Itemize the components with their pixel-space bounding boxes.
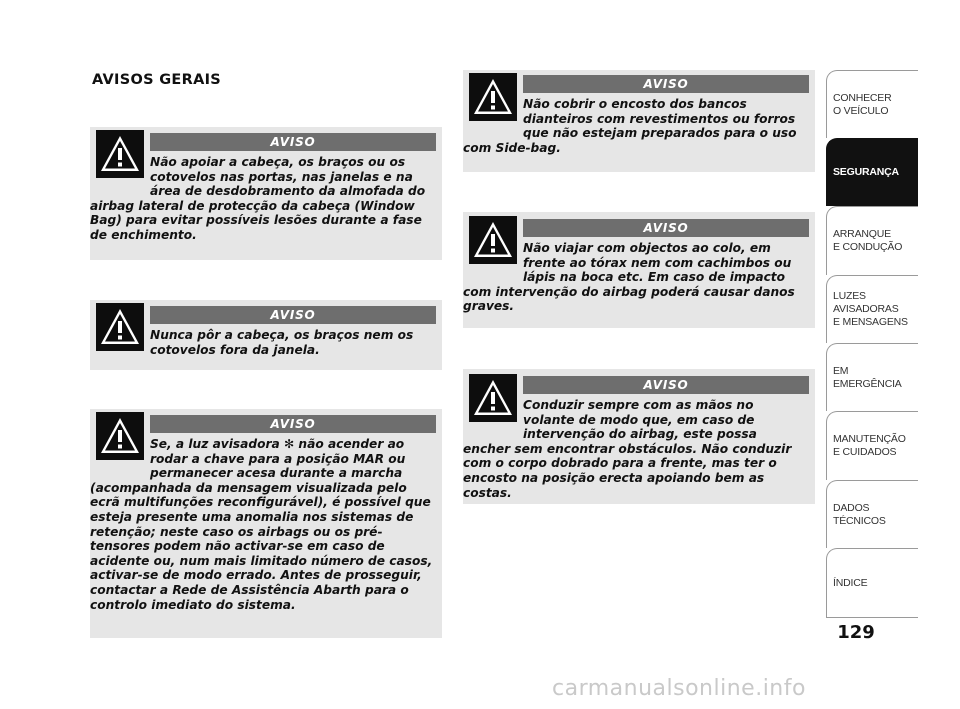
watermark: carmanualsonline.info: [552, 676, 806, 701]
warning-box: [90, 300, 442, 370]
aviso-label: AVISO: [523, 376, 809, 394]
warning-text: Nunca pôr a cabeça, os braços nem os cotovelos fora da janela.: [150, 328, 414, 357]
warning-box: [90, 127, 442, 260]
tab-luzes-avisadoras[interactable]: [826, 275, 918, 343]
tab-label: EM EMERGÊNCIA: [833, 364, 902, 390]
warning-text: Não apoiar a cabeça, os braços ou os cotovelos nas portas, nas janelas e na área de desdobramento da almofada do airbag lateral de protecção da cabeça (Window Bag) para evitar possíveis lesões durante a fase de enchimento.: [90, 155, 426, 242]
aviso-label: AVISO: [523, 219, 809, 237]
tab-manutencao-e-cuidados[interactable]: [826, 411, 918, 480]
aviso-label: AVISO: [523, 75, 809, 93]
warning-box: [463, 212, 815, 328]
aviso-label: AVISO: [150, 306, 436, 324]
tab-em-emergencia[interactable]: [826, 343, 918, 411]
tab-label: SEGURANÇA: [833, 166, 899, 178]
tab-indice[interactable]: [826, 548, 918, 618]
tab-label: ÍNDICE: [833, 576, 868, 589]
tab-label: MANUTENÇÃO E CUIDADOS: [833, 433, 906, 458]
warning-text: Se, a luz avisadora ✻ não acender ao rodar a chave para a posição MAR ou permanecer acesa durante a marcha (acompanhada da mensagem visualizada pelo ecrã multifunções reconfigurável), é possível que esteja presente uma anomalia nos sistemas de retenção; neste caso os airbags ou os pré-tensores podem não activar-se em caso de acidente ou, num mais limitado número de casos, activar-se de modo errado. Antes de prosseguir, contactar a Rede de Assistência Abarth para o controlo imediato do sistema.: [90, 437, 433, 612]
tab-label: LUZES AVISADORAS E MENSAGENS: [833, 290, 908, 328]
warning-text: Não viajar com objectos ao colo, em frente ao tórax nem com cachimbos ou lápis na boca etc. Em caso de impacto com intervenção do airbag poderá causar danos graves.: [463, 241, 795, 314]
tab-conhecer-o-veiculo[interactable]: [826, 70, 918, 138]
page-number: 129: [837, 622, 875, 643]
warning-text: Não cobrir o encosto dos bancos dianteiros com revestimentos ou forros que não estejam preparados para o uso com Side-bag.: [463, 97, 797, 155]
aviso-label: AVISO: [150, 415, 436, 433]
warning-box: [90, 409, 442, 638]
warning-text: Conduzir sempre com as mãos no volante de modo que, em caso de intervenção do airbag, este possa encher sem encontrar obstáculos. Não conduzir com o corpo dobrado para a frente, mas ter o encosto na posição erecta apoiando bem as costas.: [463, 398, 792, 500]
warning-box: [463, 369, 815, 504]
tab-arranque-e-conducao[interactable]: [826, 206, 918, 275]
tab-label: ARRANQUE E CONDUÇÃO: [833, 228, 903, 253]
tab-seguranca[interactable]: [826, 138, 918, 206]
warning-box: [463, 70, 815, 172]
aviso-label: AVISO: [150, 133, 436, 151]
section-title: AVISOS GERAIS: [92, 72, 222, 88]
tab-label: DADOS TÉCNICOS: [833, 501, 886, 527]
tab-label: CONHECER O VEÍCULO: [833, 91, 892, 117]
tab-dados-tecnicos[interactable]: [826, 480, 918, 548]
